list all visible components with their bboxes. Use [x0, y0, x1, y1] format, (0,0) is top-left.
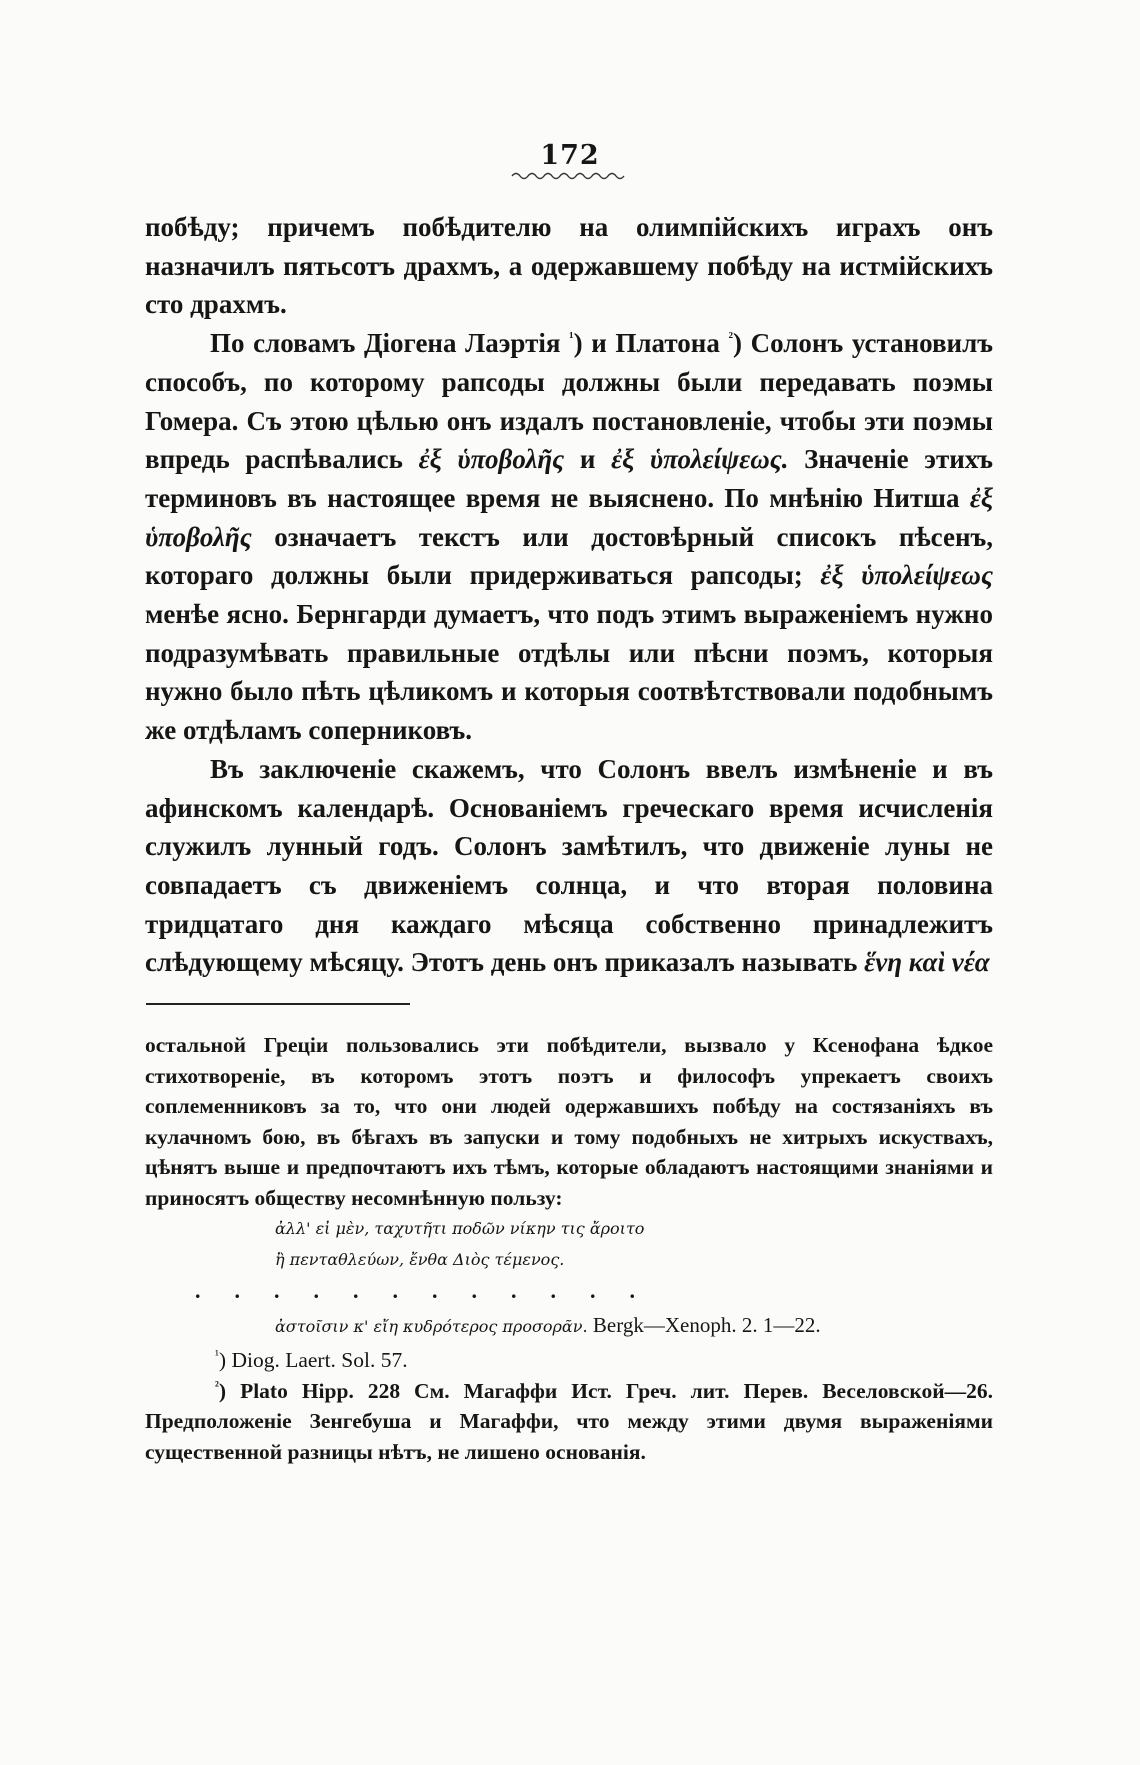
paragraph-2: По словамъ Діогена Лаэртія $^{^1}$) и Платона $^{^2}$) Солонъ установилъ способъ, по которому рапсоды должны были передавать поэмы Гомера. Съ этою цѣлью онъ издалъ постановленіе, чтобы эти поэмы впредь распѣвались ἐξ ὑποβολῆς и ἐξ ὑπολείψεως. Значеніе этихъ терминовъ въ настоящее время не выяснено. По мнѣнію Нитша ἐξ ὑποβολῆς означаетъ текстъ или достовѣрный списокъ пѣсенъ, котораго должны были придерживаться рапсоды; ἐξ ὑπολείψεως менѣе ясно. Бернгарди думаетъ, что подъ этимъ выраженіемъ нужно подразумѣвать правильные отдѣлы или пѣсни поэмъ, которыя нужно было пѣть цѣликомъ и которыя соотвѣтствовали подобнымъ же отдѣламъ соперниковъ.: [145, 328, 994, 746]
footnote-continued: остальной Греціи пользовались эти побѣдители, вызвало у Ксенофана ѣдкое стихотвореніе, въ которомъ этотъ поэтъ и философъ упрекаетъ своихъ соплеменниковъ за то, что они людей одержавшихъ побѣду на состязаніяхъ въ кулачномъ бою, въ бѣгахъ въ запуски и тому подобныхъ не хитрыхъ искуствахъ, цѣнятъ выше и предпочтаютъ ихъ тѣмъ, которые обладаютъ настоящими знаніями и приносятъ обществу несомнѣнную пользу:: [145, 1033, 993, 1210]
page-number-block: [0, 140, 1140, 181]
verse-line-3: ἀστοῖσιν κ' εἴη κυδρότερος προσορᾶν. Bergk—Xenoph. 2. 1—22.: [275, 1313, 821, 1337]
greek-term: ἐξ ὑποβολῆς: [418, 444, 565, 475]
page-number: 172: [540, 140, 600, 171]
wavy-underline-ornament: [510, 171, 630, 181]
verse-source: Bergk—Xenoph. 2. 1—22.: [592, 1313, 821, 1337]
greek-term: ἐξ ὑπολείψεως: [820, 560, 993, 591]
greek-term: ἕνη καὶ νέα: [864, 947, 990, 978]
footnotes: [145, 1030, 993, 1467]
main-text: [145, 208, 993, 982]
greek-term: ἐξ ὑποβολῆς: [145, 482, 994, 552]
paragraph-1: побѣду; причемъ побѣдителю на олимпійскихъ играхъ онъ назначилъ пятьсотъ драхмъ, а одержавшему побѣду на истмійскихъ сто драхмъ.: [145, 212, 993, 320]
verse-line-2: ἢ πενταθλεύων, ἔνθα Διὸς τέμενος.: [275, 1250, 565, 1269]
verse-line-1: ἀλλ' εἰ μὲν, ταχυτῆτι ποδῶν νίκην τις ἄροιτο: [275, 1219, 645, 1238]
footnote-1: $^{^1}$) Diog. Laert. Sol. 57.: [215, 1346, 408, 1372]
footnote-ref-2: ²: [728, 330, 733, 347]
footnote-divider: [146, 1003, 410, 1005]
footnote-2: $^{^2}$) Plato Hipp. 228 См. Магаффи Ист. Греч. лит. Перев. Веселовской—26. Предположеніе Зенгебуша и Магаффи, что между этими двумя выраженіями существенной разницы нѣтъ, не лишено основанія.: [145, 1377, 993, 1464]
greek-term: ἐξ ὑπολείψεως.: [611, 444, 789, 475]
paragraph-3: Въ заключеніе скажемъ, что Солонъ ввелъ измѣненіе и въ афинскомъ календарѣ. Основаніемъ греческаго время исчисленія служилъ лунный годъ. Солонъ замѣтилъ, что движеніе луны не совпадаетъ съ движеніемъ солнца, и что вторая половина тридцатаго дня каждаго мѣсяца собственно принадлежитъ слѣдующему мѣсяцу. Этотъ день онъ приказалъ называть ἕνη καὶ νέα: [145, 753, 993, 978]
footnote-ref-1: ¹: [569, 330, 574, 347]
verse-ellipsis: ............: [195, 1278, 669, 1303]
